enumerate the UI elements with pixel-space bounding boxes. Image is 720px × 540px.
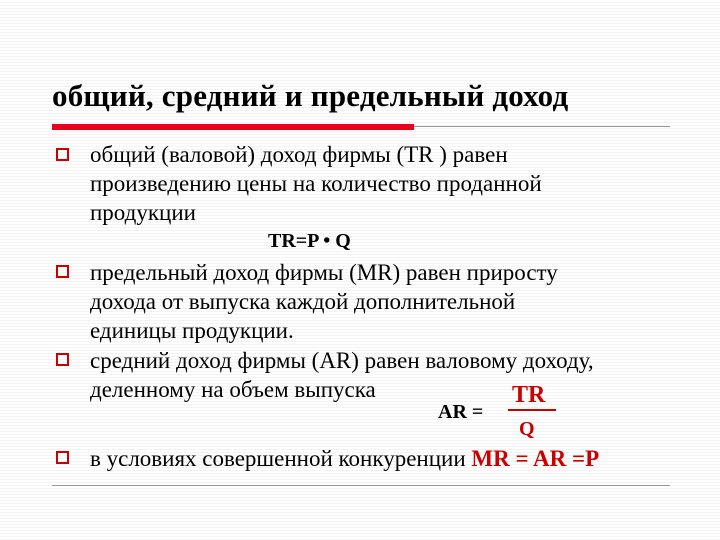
bullet-text: в условиях совершенной конкуренции: [90, 446, 466, 471]
bullet-square-icon: [56, 353, 69, 366]
bullet-line: предельный доход фирмы (MR) равен приросту: [90, 260, 558, 285]
highlight-equality: MR = AR =P: [471, 446, 600, 471]
bullet-perfect-competition: [90, 444, 599, 473]
bullet-line: дохода от выпуска каждой дополнительной: [90, 289, 516, 314]
title-underline-rule: [414, 126, 670, 127]
bullet-marginal-revenue: [90, 258, 558, 345]
formula-ar-denominator: Q: [519, 418, 535, 440]
title-underline-accent: [52, 124, 414, 130]
bullet-line: единицы продукции.: [90, 318, 294, 343]
formula-ar-numerator: TR: [512, 382, 546, 408]
formula-total-revenue: TR=P • Q: [268, 230, 351, 252]
bullet-square-icon: [56, 265, 69, 278]
bullet-line: произведению цены на количество проданной: [90, 171, 542, 196]
formula-ar-label: AR =: [438, 401, 484, 423]
slide-title: общий, средний и предельный доход: [52, 78, 569, 113]
bullet-square-icon: [56, 148, 69, 161]
bullet-total-revenue: [90, 140, 542, 227]
formula-ar-fraction-bar: [508, 409, 556, 411]
bullet-line: продукции: [90, 200, 196, 225]
bullet-line: деленному на объем выпуска: [90, 377, 376, 402]
bottom-rule: [52, 485, 670, 486]
bullet-line: средний доход фирмы (AR) равен валовому доходу,: [90, 348, 594, 373]
bullet-square-icon: [56, 451, 69, 464]
bullet-line: общий (валовой) доход фирмы (TR ) равен: [90, 142, 508, 167]
